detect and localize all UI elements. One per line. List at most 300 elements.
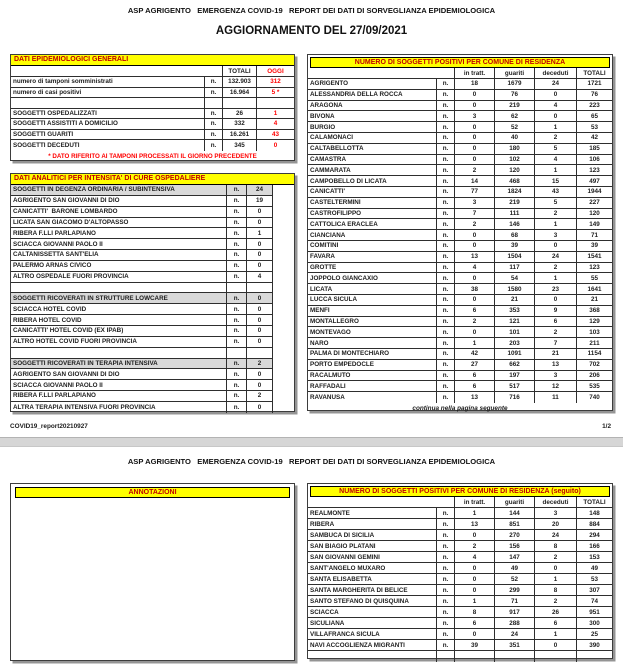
cell-totali: 16.261: [222, 130, 256, 140]
cell-deceduti: 1: [534, 574, 576, 584]
cell-n: n.: [436, 295, 454, 305]
cell-totale: 1641: [576, 284, 612, 294]
cell-guariti: 1580: [494, 284, 534, 294]
cell-label: SOGGETTI GUARITI: [13, 130, 74, 138]
annotations-body: [11, 498, 294, 624]
cell-n: [226, 348, 246, 358]
comuni-table-header-row: [308, 497, 612, 508]
table-row: [308, 187, 612, 198]
cell-in-tratt: 27: [454, 360, 494, 370]
cell-in-tratt: 77: [454, 187, 494, 197]
table-row: [308, 273, 612, 284]
cell-label: ALTRA TERAPIA INTENSIVA FUORI PROVINCIA: [13, 403, 156, 411]
page-divider: [0, 437, 623, 447]
cell-in-tratt: 13: [454, 519, 494, 529]
cell-totale: 123: [576, 263, 612, 273]
cell-label: PALERMO ARNAS CIVICO: [13, 262, 92, 270]
table-row: [308, 530, 612, 541]
cell-totale: 300: [576, 618, 612, 628]
cell-in-tratt: 3: [454, 198, 494, 208]
cell-n: n.: [436, 541, 454, 551]
cell-in-tratt: 6: [454, 381, 494, 391]
table-row: [308, 629, 612, 640]
cell-n: n.: [226, 272, 246, 282]
cell-label: SOGGETTI DECEDUTI: [13, 141, 80, 149]
cell-comune: LICATA: [310, 285, 333, 293]
cell-comune: SICULIANA: [310, 619, 345, 627]
cell-oggi: 1: [256, 109, 294, 119]
cell-value: [246, 348, 272, 358]
cell-deceduti: 0: [534, 111, 576, 121]
cell-n: n.: [226, 391, 246, 401]
table-row: [308, 252, 612, 263]
table-row: [308, 241, 612, 252]
cell-in-tratt: 0: [454, 585, 494, 595]
cell-comune: FAVARA: [310, 253, 335, 261]
table-row: [11, 380, 273, 391]
cell-guariti: 917: [494, 607, 534, 617]
cell-guariti: 111: [494, 209, 534, 219]
cell-comune: SAN BIAGIO PLATANI: [310, 542, 376, 550]
table-row: [308, 144, 612, 155]
cell-in-tratt: 13: [454, 252, 494, 262]
cell-in-tratt: 1: [454, 508, 494, 518]
cell-guariti: 52: [494, 122, 534, 132]
table-row: [11, 348, 273, 359]
cell-deceduti: 0: [534, 563, 576, 573]
cell-in-tratt: 4: [454, 552, 494, 562]
comuni-table-page2: [307, 483, 613, 659]
cell-n: n.: [204, 109, 222, 119]
cell-n: n.: [436, 90, 454, 100]
cell-value: 4: [246, 272, 272, 282]
general-data-table: [10, 54, 295, 161]
cell-n: n.: [204, 119, 222, 129]
table-row: [11, 207, 273, 218]
cell-in-tratt: 42: [454, 349, 494, 359]
cell-deceduti: 0: [534, 640, 576, 650]
table-row: [308, 101, 612, 112]
cell-guariti: 21: [494, 295, 534, 305]
cell-in-tratt: 6: [454, 306, 494, 316]
comuni-table-page1: [307, 54, 613, 411]
cell-in-tratt: 38: [454, 284, 494, 294]
hospital-table-body: [11, 185, 294, 413]
cell-comune: CALAMONACI: [310, 134, 354, 142]
cell-value: 0: [246, 207, 272, 217]
cell-guariti: 54: [494, 273, 534, 283]
cell-comune: SANTO STEFANO DI QUISQUINA: [310, 597, 409, 605]
page1-update-date: AGGIORNAMENTO DEL 27/09/2021: [215, 25, 408, 37]
cell-n: n.: [204, 130, 222, 140]
cell-oggi: 312: [256, 77, 294, 87]
cell-n: n.: [436, 144, 454, 154]
cell-n: n.: [226, 315, 246, 325]
cell-n: n.: [226, 359, 246, 369]
table-row: [11, 119, 294, 130]
cell-value: 0: [246, 369, 272, 379]
cell-n: n.: [436, 133, 454, 143]
cell-totale: 42: [576, 133, 612, 143]
cell-comune: SANTA ELISABETTA: [310, 575, 372, 583]
cell-totale: 120: [576, 209, 612, 219]
header-spacer: [11, 66, 204, 76]
cell-value: 0: [246, 315, 272, 325]
table-row: [308, 381, 612, 392]
table-row: [308, 360, 612, 371]
cell-n: n.: [436, 360, 454, 370]
cell-deceduti: 13: [534, 360, 576, 370]
cell-deceduti: 2: [534, 552, 576, 562]
cell-deceduti: 3: [534, 508, 576, 518]
cell-deceduti: 0: [534, 241, 576, 251]
comuni-table-page1-body: [308, 79, 612, 403]
cell-in-tratt: 0: [454, 295, 494, 305]
cell-totale: 74: [576, 596, 612, 606]
cell-value: 0: [246, 402, 272, 413]
comuni-table-header-row: [308, 68, 612, 79]
cell-totale: 227: [576, 198, 612, 208]
cell-guariti: 197: [494, 371, 534, 381]
cell-guariti: 24: [494, 629, 534, 639]
table-row: [11, 391, 273, 402]
cell-deceduti: 6: [534, 317, 576, 327]
annotation-line: [23, 508, 286, 519]
cell-deceduti: 8: [534, 585, 576, 595]
cell-totale: 53: [576, 574, 612, 584]
cell-n: n.: [436, 155, 454, 165]
cell-deceduti: 12: [534, 381, 576, 391]
cell-comune: CAMASTRA: [310, 155, 347, 163]
cell-n: n.: [436, 530, 454, 540]
cell-deceduti: 21: [534, 349, 576, 359]
cell-value: 1: [246, 228, 272, 238]
cell-totale: 390: [576, 640, 612, 650]
col-header-deceduti: deceduti: [534, 497, 576, 507]
cell-guariti: 851: [494, 519, 534, 529]
cell-n: n.: [204, 77, 222, 87]
cell-in-tratt: 13: [454, 392, 494, 403]
table-row: [308, 165, 612, 176]
cell-value: 0: [246, 250, 272, 260]
cell-guariti: 1824: [494, 187, 534, 197]
cell-label: ALTRO OSPEDALE FUORI PROVINCIA: [13, 273, 129, 281]
table-row: [308, 651, 612, 662]
cell-totale: 25: [576, 629, 612, 639]
cell-totale: 76: [576, 90, 612, 100]
table-row: [11, 130, 294, 141]
col-header-oggi: OGGI: [256, 66, 294, 76]
cell-label: SCIACCA GIOVANNI PAOLO II: [13, 381, 103, 389]
cell-totali: 26: [222, 109, 256, 119]
comuni-table-page1-title: NUMERO DI SOGGETTI POSITIVI PER COMUNE DI RESIDENZA: [310, 57, 610, 68]
table-row: [11, 140, 294, 151]
cell-totale: 39: [576, 241, 612, 251]
cell-totale: 206: [576, 371, 612, 381]
cell-n: n.: [436, 209, 454, 219]
cell-comune: CASTROFILIPPO: [310, 209, 362, 217]
cell-value: 0: [246, 304, 272, 314]
cell-guariti: 117: [494, 263, 534, 273]
cell-n: [436, 651, 454, 662]
cell-totale: 951: [576, 607, 612, 617]
cell-comune: PALMA DI MONTECHIARO: [310, 350, 390, 358]
cell-in-tratt: 14: [454, 176, 494, 186]
cell-label: RIBERA F.LLI PARLAPIANO: [13, 392, 96, 400]
cell-comune: SAMBUCA DI SICILIA: [310, 531, 375, 539]
cell-comune: VILLAFRANCA SICULA: [310, 630, 380, 638]
cell-n: n.: [436, 392, 454, 403]
cell-in-tratt: 2: [454, 219, 494, 229]
annotation-line: [23, 613, 286, 624]
cell-deceduti: 6: [534, 618, 576, 628]
cell-n: n.: [226, 402, 246, 413]
cell-in-tratt: 0: [454, 563, 494, 573]
cell-oggi: 5 *: [256, 88, 294, 98]
general-table-body: [11, 77, 294, 151]
table-row: [308, 563, 612, 574]
cell-n: n.: [436, 607, 454, 617]
cell-totali: 332: [222, 119, 256, 129]
table-row: [308, 90, 612, 101]
cell-totali: 132.903: [222, 77, 256, 87]
cell-totale: 294: [576, 530, 612, 540]
table-row: [308, 306, 612, 317]
cell-guariti: 146: [494, 219, 534, 229]
cell-comune: ALESSANDRIA DELLA ROCCA: [310, 91, 403, 99]
cell-in-tratt: 2: [454, 541, 494, 551]
cell-label: CANICATTI' HOTEL COVID (EX IPAB): [13, 327, 124, 335]
cell-n: [226, 283, 246, 293]
header-spacer: [308, 497, 436, 507]
cell-comune: SANT'ANGELO MUXARO: [310, 564, 386, 572]
table-row: [11, 88, 294, 99]
cell-deceduti: 1: [534, 629, 576, 639]
annotation-line: [23, 595, 286, 606]
cell-label: [11, 348, 226, 358]
cell-in-tratt: 2: [454, 165, 494, 175]
cell-totale: 129: [576, 317, 612, 327]
cell-n: n.: [226, 326, 246, 336]
cell-totale: 497: [576, 176, 612, 186]
cell-in-tratt: 0: [454, 574, 494, 584]
cell-n: n.: [436, 187, 454, 197]
cell-deceduti: 15: [534, 176, 576, 186]
cell-comune: CATTOLICA ERACLEA: [310, 220, 378, 228]
table-row: [11, 109, 294, 120]
cell-guariti: 102: [494, 155, 534, 165]
cell-comune: CASTELTERMINI: [310, 199, 361, 207]
table-row: [11, 196, 273, 207]
cell-deceduti: 20: [534, 519, 576, 529]
cell-deceduti: 2: [534, 263, 576, 273]
cell-value: 24: [246, 185, 272, 195]
cell-n: n.: [436, 596, 454, 606]
table-row: [11, 359, 273, 370]
cell-guariti: 299: [494, 585, 534, 595]
cell-comune: CAMPOBELLO DI LICATA: [310, 177, 387, 185]
cell-totale: 149: [576, 219, 612, 229]
cell-totale: 106: [576, 155, 612, 165]
cell-comune: RACALMUTO: [310, 371, 351, 379]
cell-deceduti: 4: [534, 101, 576, 111]
cell-n: n.: [436, 640, 454, 650]
cell-label: numero di tamponi somministrati: [13, 78, 113, 86]
cell-in-tratt: 0: [454, 230, 494, 240]
cell-value: 2: [246, 391, 272, 401]
cell-totali: 345: [222, 140, 256, 151]
table-row: [11, 304, 273, 315]
cell-guariti: 716: [494, 392, 534, 403]
cell-guariti: 71: [494, 596, 534, 606]
cell-deceduti: 5: [534, 144, 576, 154]
cell-deceduti: 26: [534, 607, 576, 617]
annotations-box: [10, 483, 295, 661]
cell-totale: 1721: [576, 79, 612, 89]
header-spacer: [308, 68, 436, 78]
cell-deceduti: 2: [534, 133, 576, 143]
cell-totale: 65: [576, 111, 612, 121]
comuni-table-continuation-note: continua nella pagina seguente: [412, 404, 508, 412]
cell-guariti: 353: [494, 306, 534, 316]
cell-n: n.: [436, 338, 454, 348]
table-row: [308, 327, 612, 338]
cell-comune: CAMMARATA: [310, 166, 351, 174]
cell-deceduti: 24: [534, 530, 576, 540]
cell-in-tratt: 7: [454, 209, 494, 219]
table-row: [308, 607, 612, 618]
cell-comune: COMITINI: [310, 242, 339, 250]
cell-value: 2: [246, 359, 272, 369]
cell-comune: ARAGONA: [310, 101, 343, 109]
cell-in-tratt: 6: [454, 618, 494, 628]
cell-comune: AGRIGENTO: [310, 80, 349, 88]
col-header-totali: TOTALI: [222, 66, 256, 76]
cell-n: n.: [436, 176, 454, 186]
cell-n: n.: [226, 250, 246, 260]
cell-totale: 21: [576, 295, 612, 305]
cell-comune: RIBERA: [310, 520, 335, 528]
table-row: [308, 79, 612, 90]
table-row: [11, 239, 273, 250]
table-row: [308, 317, 612, 328]
cell-guariti: 40: [494, 133, 534, 143]
col-header-in-tratt: in tratt.: [454, 497, 494, 507]
cell-guariti: 156: [494, 541, 534, 551]
cell-comune: NARO: [310, 339, 329, 347]
table-row: [308, 541, 612, 552]
cell-n: n.: [436, 306, 454, 316]
cell-n: [204, 98, 222, 108]
annotations-title: ANNOTAZIONI: [15, 487, 290, 498]
cell-in-tratt: 6: [454, 371, 494, 381]
cell-oggi: 43: [256, 130, 294, 140]
cell-n: n.: [226, 218, 246, 228]
annotation-line: [23, 566, 286, 577]
cell-guariti: 203: [494, 338, 534, 348]
cell-label: SCIACCA HOTEL COVID: [13, 305, 87, 313]
header-spacer: [436, 497, 454, 507]
table-row: [308, 552, 612, 563]
table-row: [308, 585, 612, 596]
cell-n: n.: [226, 380, 246, 390]
cell-n: n.: [204, 140, 222, 151]
cell-comune: SCIACCA: [310, 608, 339, 616]
cell-n: n.: [436, 574, 454, 584]
cell-n: n.: [436, 111, 454, 121]
cell-guariti: 219: [494, 198, 534, 208]
cell-totale: 185: [576, 144, 612, 154]
cell-guariti: 351: [494, 640, 534, 650]
general-table-title: DATI EPIDEMIOLOGICI GENERALI: [11, 55, 294, 66]
page1-footer-pagenum: 1/2: [602, 423, 611, 430]
cell-n: n.: [226, 239, 246, 249]
cell-guariti: 1091: [494, 349, 534, 359]
cell-deceduti: 1: [534, 165, 576, 175]
cell-n: n.: [436, 371, 454, 381]
cell-label: AGRIGENTO SAN GIOVANNI DI DIO: [13, 370, 120, 378]
cell-guariti: 1679: [494, 79, 534, 89]
cell-n: n.: [436, 252, 454, 262]
cell-totale: 702: [576, 360, 612, 370]
cell-in-tratt: 0: [454, 101, 494, 111]
cell-guariti: 76: [494, 90, 534, 100]
cell-n: n.: [226, 196, 246, 206]
cell-in-tratt: 0: [454, 133, 494, 143]
cell-comune: [308, 651, 436, 662]
cell-deceduti: 1: [534, 273, 576, 283]
table-row: [11, 337, 273, 348]
cell-totale: 368: [576, 306, 612, 316]
cell-n: n.: [226, 304, 246, 314]
cell-n: n.: [436, 165, 454, 175]
cell-in-tratt: 0: [454, 155, 494, 165]
cell-totali: 16.964: [222, 88, 256, 98]
cell-in-tratt: 18: [454, 79, 494, 89]
cell-totale: [576, 651, 612, 662]
cell-label: SOGGETTI RICOVERATI IN TERAPIA INTENSIVA: [13, 359, 158, 367]
cell-in-tratt: 0: [454, 327, 494, 337]
cell-comune: JOPPOLO GIANCAXIO: [310, 274, 378, 282]
cell-n: n.: [436, 284, 454, 294]
cell-label: SOGGETTI IN DEGENZA ORDINARIA / SUBINTENSIVA: [13, 186, 175, 194]
cell-label: SOGGETTI OSPEDALIZZATI: [13, 109, 97, 117]
table-row: [308, 596, 612, 607]
cell-n: n.: [436, 230, 454, 240]
cell-comune: CALTABELLOTTA: [310, 145, 364, 153]
cell-n: n.: [436, 101, 454, 111]
table-row: [308, 122, 612, 133]
table-row: [308, 176, 612, 187]
cell-n: n.: [226, 228, 246, 238]
cell-comune: REALMONTE: [310, 509, 350, 517]
cell-guariti: 180: [494, 144, 534, 154]
cell-n: n.: [436, 519, 454, 529]
cell-comune: BURGIO: [310, 123, 336, 131]
cell-in-tratt: 0: [454, 530, 494, 540]
table-row: [308, 133, 612, 144]
page1-title: ASP AGRIGENTO EMERGENZA COVID-19 REPORT DEI DATI DI SORVEGLIANZA EPIDEMIOLOGICA: [127, 6, 496, 15]
cell-in-tratt: 0: [454, 241, 494, 251]
cell-guariti: 52: [494, 574, 534, 584]
cell-in-tratt: [454, 651, 494, 662]
table-row: [11, 228, 273, 239]
cell-value: 0: [246, 380, 272, 390]
cell-guariti: 468: [494, 176, 534, 186]
table-row: [308, 574, 612, 585]
cell-comune: SAN GIOVANNI GEMINI: [310, 553, 380, 561]
cell-totali: [222, 98, 256, 108]
